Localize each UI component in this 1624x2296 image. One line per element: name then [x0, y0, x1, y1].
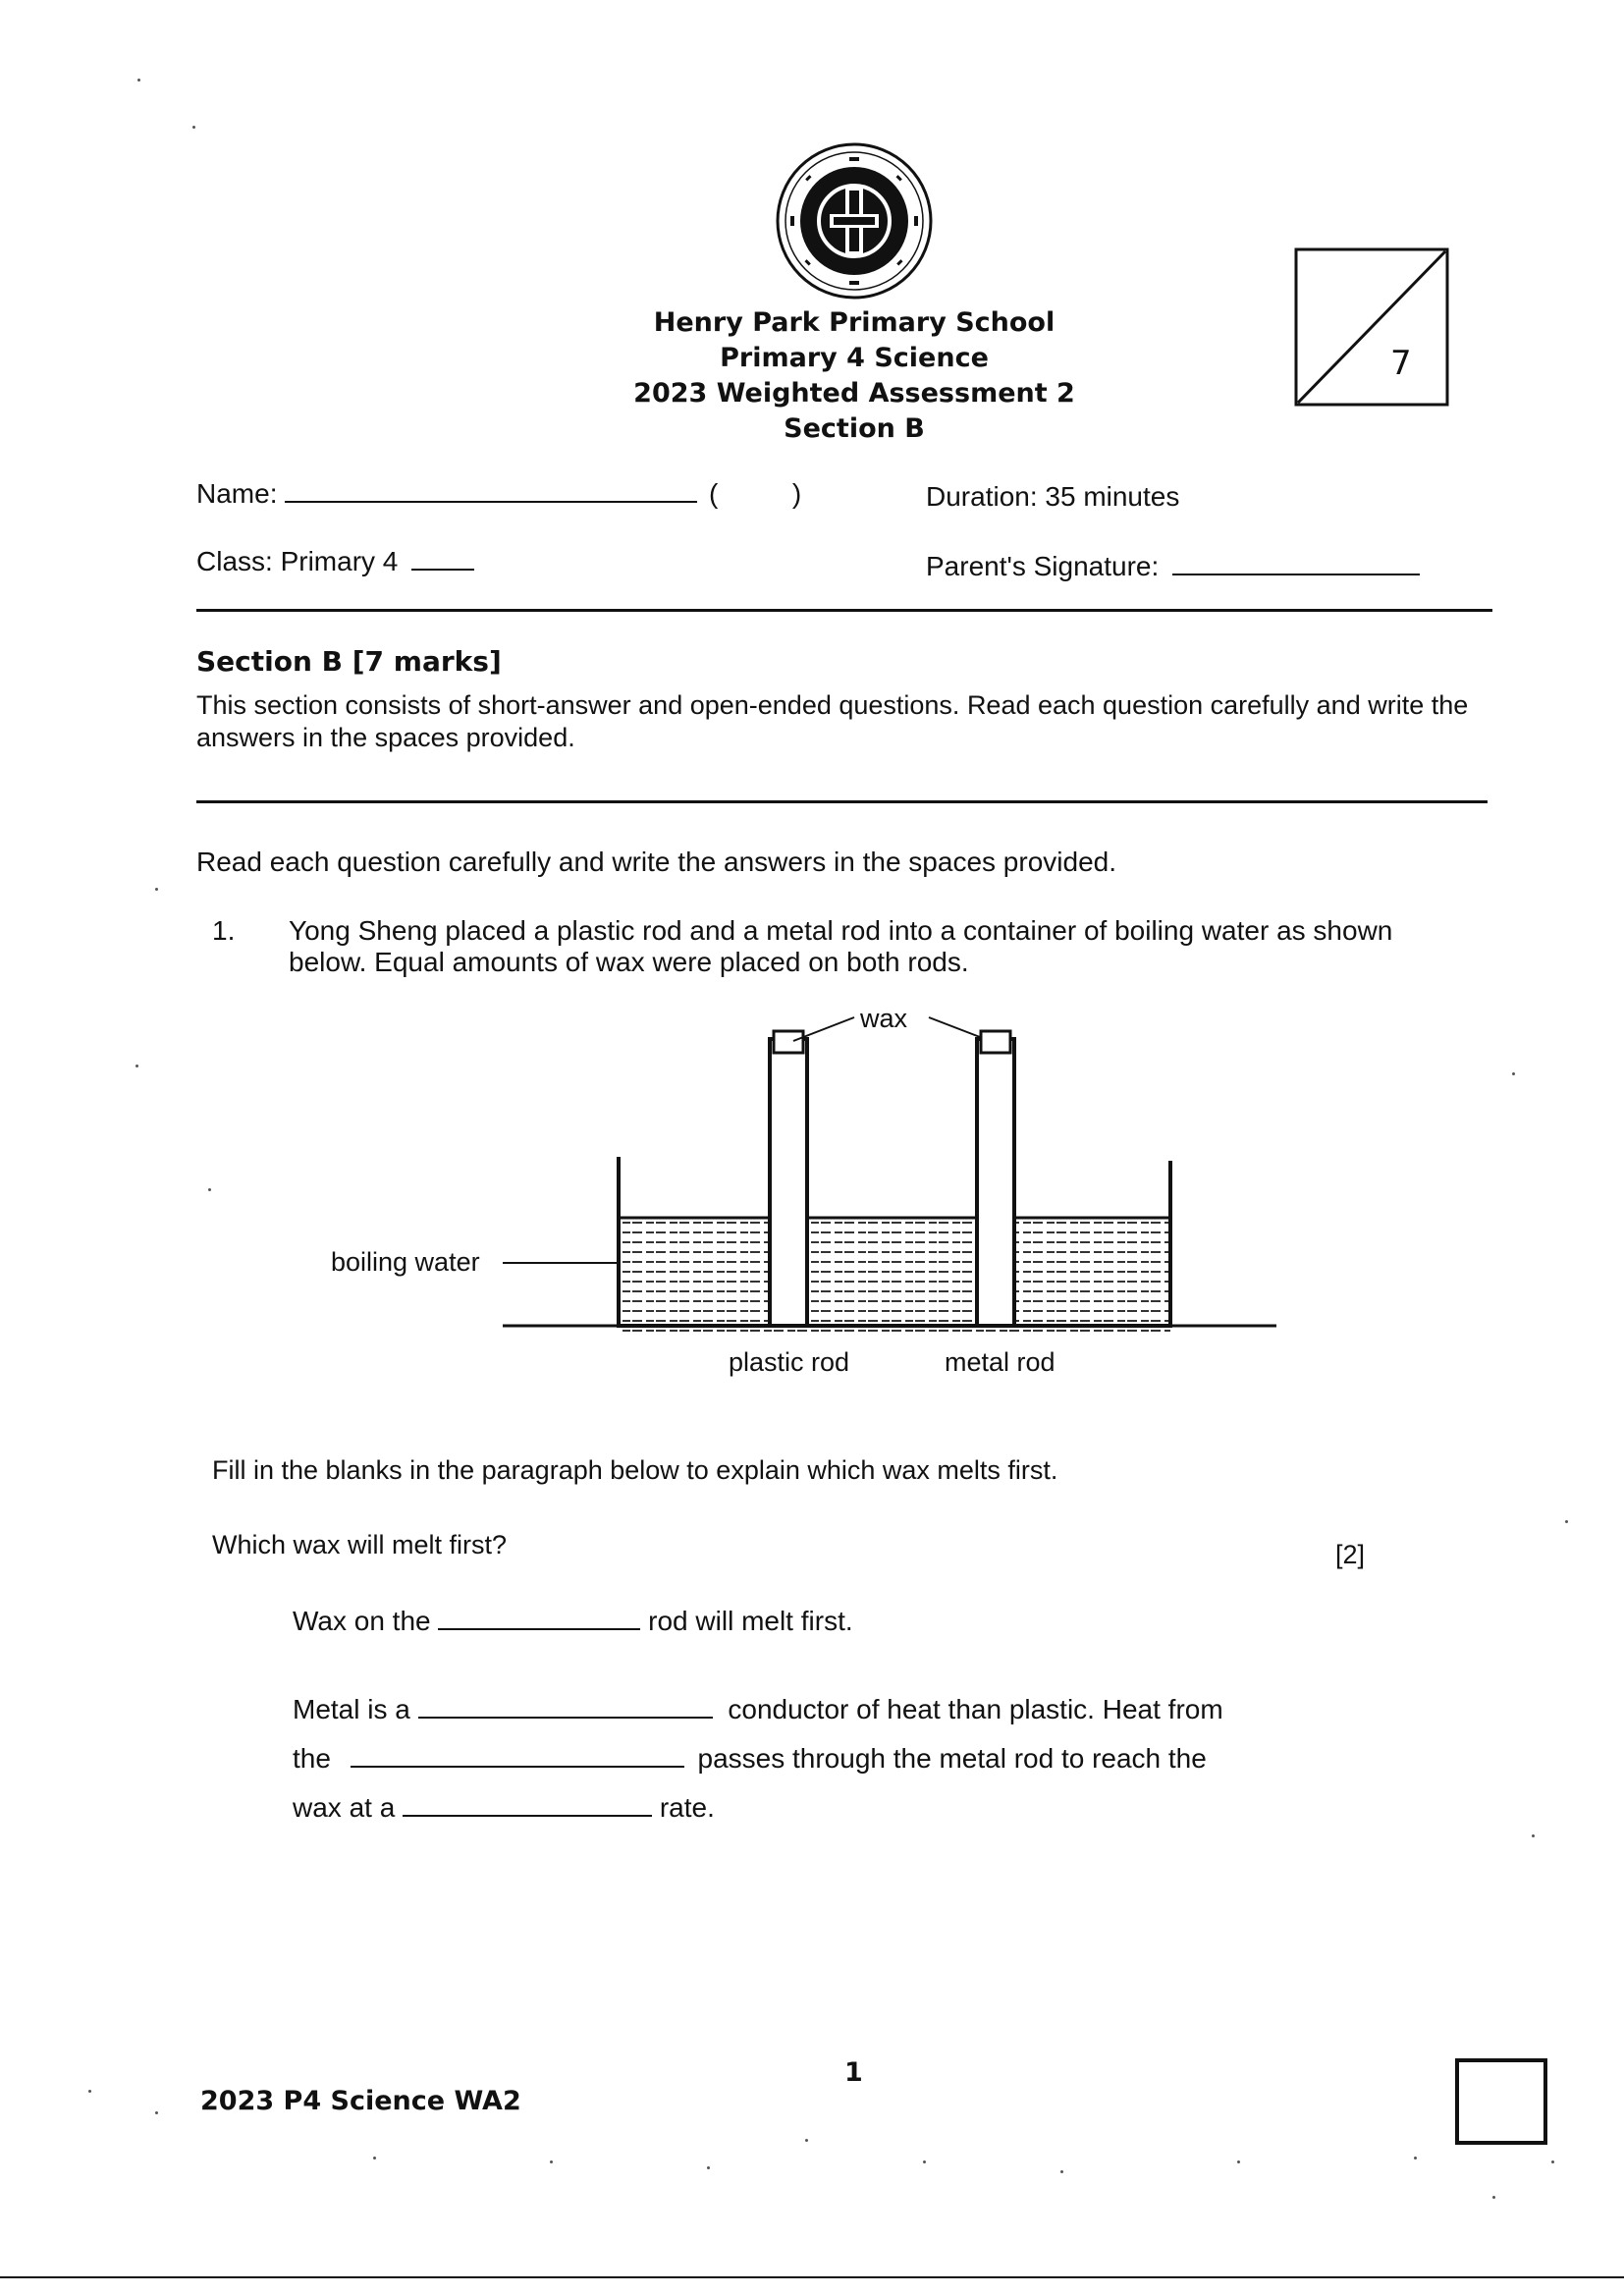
scan-speck: [1512, 1072, 1515, 1075]
scan-speck: [137, 79, 140, 82]
instructions-divider: [196, 800, 1488, 803]
name-input[interactable]: [285, 477, 697, 503]
boiling-water: [619, 1218, 1170, 1336]
page-marks-box[interactable]: [1455, 2058, 1547, 2145]
scan-speck: [1532, 1834, 1535, 1837]
assessment-title: 2023 Weighted Assessment 2: [633, 378, 1075, 409]
header-divider: [196, 609, 1492, 612]
section-title: Section B: [784, 413, 925, 444]
line2-text-a: Metal is a: [293, 1694, 410, 1724]
wax-plastic: [774, 1031, 803, 1053]
scan-speck: [805, 2139, 808, 2142]
boiling-water-label: boiling water: [331, 1247, 480, 1277]
signature-row: [926, 550, 1456, 582]
plastic-rod-label: plastic rod: [729, 1347, 850, 1377]
scan-speck: [192, 126, 195, 129]
page-number: 1: [844, 2057, 863, 2088]
rod-answer-blank[interactable]: [438, 1605, 640, 1630]
score-total: 7: [1390, 344, 1412, 383]
scan-speck: [1237, 2160, 1240, 2163]
name-label: Name:: [196, 478, 278, 509]
duration-text: Duration: 35 minutes: [926, 481, 1180, 512]
scan-speck: [1565, 1520, 1568, 1523]
subject-title: Primary 4 Science: [720, 343, 989, 373]
footer-code: 2023 P4 Science WA2: [200, 2086, 521, 2116]
scan-speck: [1414, 2157, 1417, 2159]
plastic-rod: [770, 1039, 807, 1326]
scan-speck: [1492, 2196, 1495, 2199]
school-name: Henry Park Primary School: [653, 307, 1056, 338]
experiment-diagram: [491, 1002, 1296, 1336]
heat-source-answer-blank[interactable]: [351, 1742, 684, 1768]
scan-speck: [155, 888, 158, 891]
class-row: [196, 545, 609, 577]
section-instructions: This section consists of short-answer and open-ended questions. Read each question carefully and write the answers in the spaces provided.: [196, 690, 1469, 752]
section-heading: Section B [7 marks]: [196, 645, 502, 678]
metal-rod: [977, 1039, 1014, 1326]
score-box[interactable]: [1294, 247, 1449, 407]
answer-line-2: [293, 1693, 1223, 1725]
wax-metal: [981, 1031, 1010, 1053]
scan-speck: [1060, 2170, 1063, 2173]
scan-speck: [1551, 2160, 1554, 2163]
scan-speck: [208, 1188, 211, 1191]
sub-question: Which wax will melt first?: [212, 1530, 508, 1559]
class-label: Class: Primary 4: [196, 546, 399, 576]
metal-rod-label: metal rod: [945, 1347, 1056, 1377]
signature-input[interactable]: [1172, 550, 1420, 575]
class-input[interactable]: [411, 545, 474, 571]
fill-instruction: Fill in the blanks in the paragraph below to explain which wax melts first.: [212, 1455, 1058, 1485]
line4-text-a: wax at a: [293, 1792, 396, 1823]
index-close-paren: ): [791, 478, 802, 509]
scan-speck: [373, 2157, 376, 2159]
scan-speck: [135, 1065, 138, 1067]
line1-text-b: rod will melt first.: [648, 1606, 853, 1636]
line3-text-a: the: [293, 1743, 331, 1774]
index-open-paren: (: [709, 478, 719, 509]
scan-speck: [923, 2160, 926, 2163]
answer-line-1: [293, 1605, 853, 1637]
scan-speck: [550, 2160, 553, 2163]
rate-answer-blank[interactable]: [403, 1791, 652, 1817]
answer-line-4: [293, 1791, 715, 1824]
line3-text-b: passes through the metal rod to reach the: [697, 1743, 1207, 1774]
conductor-answer-blank[interactable]: [418, 1693, 713, 1719]
marks-label: [2]: [1335, 1540, 1366, 1569]
intro-text: Read each question carefully and write the answers in the spaces provided.: [196, 847, 1116, 877]
scan-speck: [155, 2111, 158, 2114]
line2-text-b: conductor of heat than plastic. Heat from: [728, 1694, 1223, 1724]
bottom-edge-line: [0, 2276, 1624, 2278]
scan-speck: [707, 2166, 710, 2169]
wax-label: wax: [860, 1004, 908, 1033]
signature-label: Parent's Signature:: [926, 551, 1160, 581]
line1-text-a: Wax on the: [293, 1606, 431, 1636]
question-number: 1.: [212, 915, 236, 946]
scan-speck: [88, 2090, 91, 2093]
name-row: [196, 477, 825, 517]
school-crest-logo: [771, 137, 938, 304]
answer-line-3: [293, 1742, 1207, 1775]
line4-text-b: rate.: [659, 1792, 715, 1823]
question-text: Yong Sheng placed a plastic rod and a metal rod into a container of boiling water as shown below. Equal amounts of wax were placed on both rods.: [289, 915, 1393, 977]
